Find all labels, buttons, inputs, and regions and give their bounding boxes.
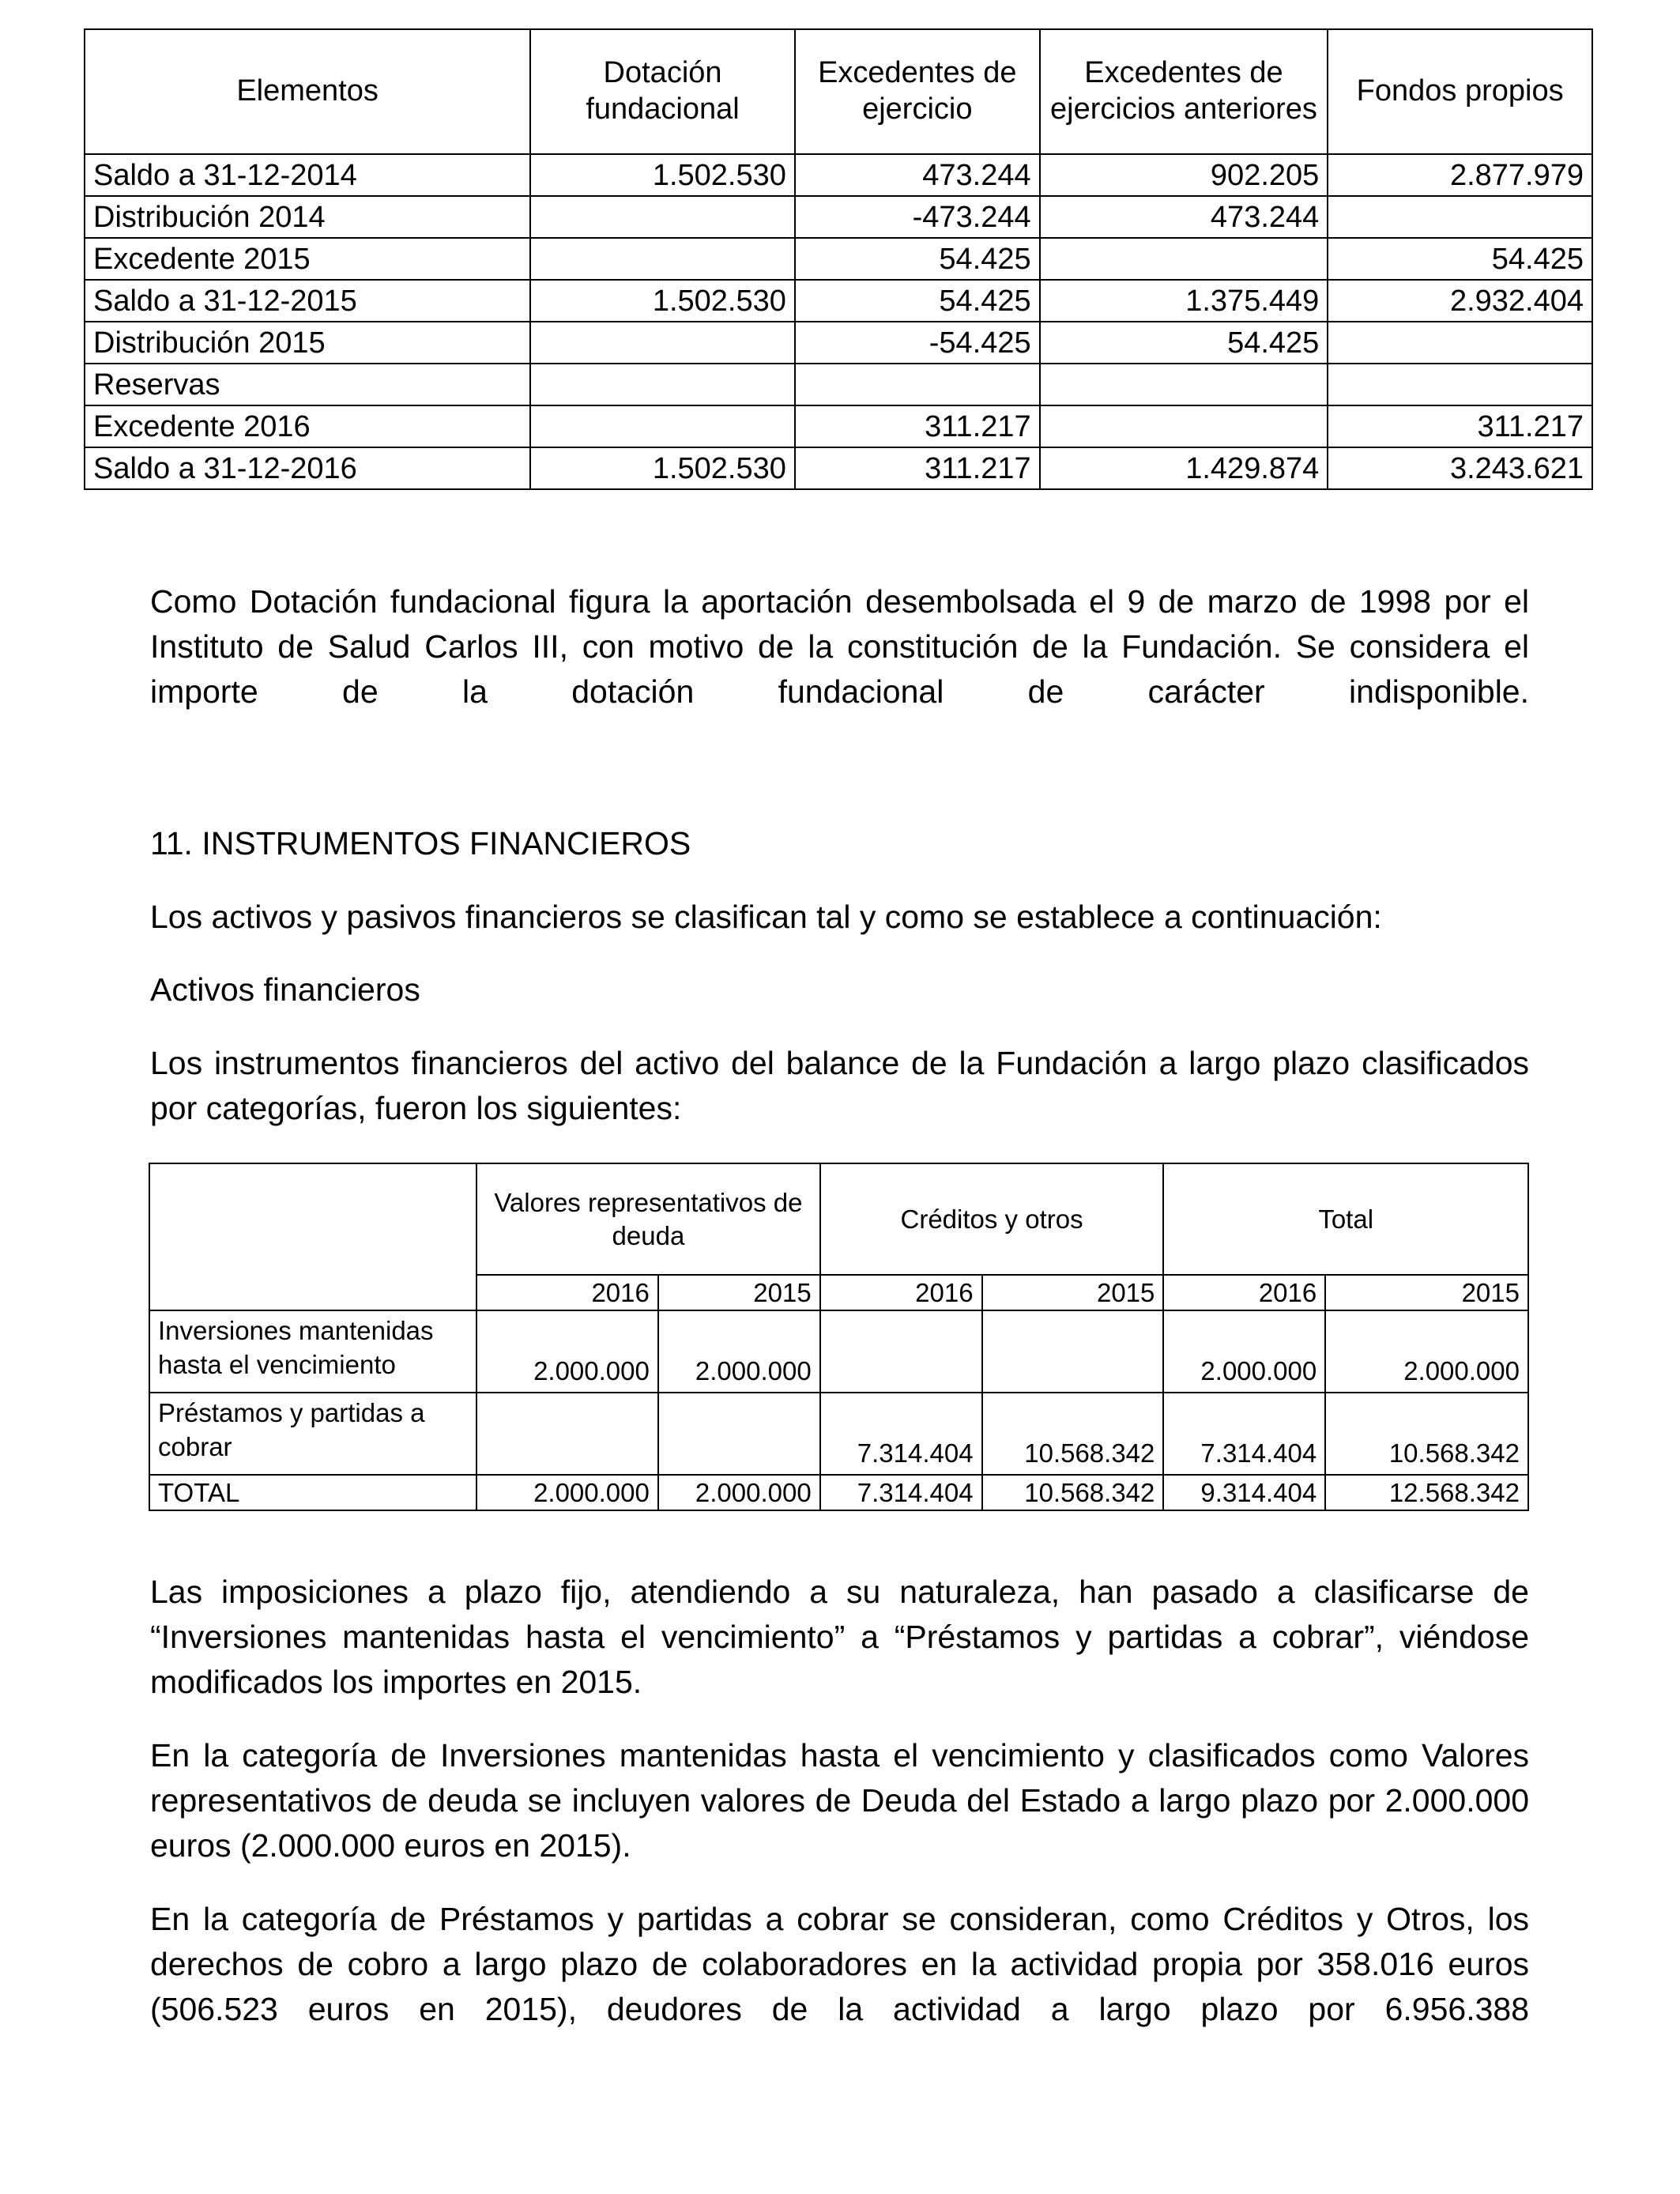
table-cell: 2.000.000 bbox=[658, 1475, 820, 1510]
table-cell: 54.425 bbox=[795, 238, 1040, 280]
table-cell: 2.932.404 bbox=[1328, 280, 1592, 322]
column-header: Elementos bbox=[85, 29, 530, 154]
column-group-header: Créditos y otros bbox=[820, 1163, 1164, 1275]
table-cell bbox=[1328, 196, 1592, 238]
table-row bbox=[85, 280, 1592, 322]
subheading-activos: Activos financieros bbox=[150, 971, 420, 1008]
row-label: Préstamos y partidas a cobrar bbox=[149, 1393, 477, 1475]
paragraph-dotacion: Como Dotación fundacional figura la aportación desembolsada el 9 de marzo de 1998 por el Instituto de Salud Carlos III, con motivo de la constitución de la Fundación. Se considera el importe de la dotación fundacional de carácter indisponible. bbox=[150, 583, 1529, 710]
column-header: Excedentes de ejercicios anteriores bbox=[1040, 29, 1328, 154]
table-cell: 3.243.621 bbox=[1328, 447, 1592, 489]
column-header: Excedentes de ejercicio bbox=[795, 29, 1040, 154]
table-row bbox=[85, 322, 1592, 364]
table-cell bbox=[477, 1393, 658, 1475]
table-cell: 1.502.530 bbox=[530, 447, 795, 489]
table-cell bbox=[530, 405, 795, 447]
table-cell: 1.502.530 bbox=[530, 154, 795, 196]
year-header: 2015 bbox=[982, 1275, 1164, 1310]
table-cell bbox=[1040, 238, 1328, 280]
table-cell bbox=[982, 1310, 1164, 1393]
table-cell: 7.314.404 bbox=[820, 1393, 982, 1475]
column-header: Fondos propios bbox=[1328, 29, 1592, 154]
paragraph-clasifican: Los activos y pasivos financieros se clasifican tal y como se establece a continuación: bbox=[150, 899, 1382, 935]
column-header: Dotación fundacional bbox=[530, 29, 795, 154]
table-cell: 311.217 bbox=[1328, 405, 1592, 447]
table-cell bbox=[658, 1393, 820, 1475]
table-row bbox=[85, 447, 1592, 489]
table-cell: 2.877.979 bbox=[1328, 154, 1592, 196]
paragraph-instrumentos: Los instrumentos financieros del activo del balance de la Fundación a largo plazo clasificados por categorías, fueron los siguientes: bbox=[150, 1045, 1529, 1126]
table-cell: 12.568.342 bbox=[1325, 1475, 1528, 1510]
paragraph-categoria-prestamos: En la categoría de Préstamos y partidas a cobrar se consideran, como Créditos y Otros, los derechos de cobro a largo plazo de colaboradores en la actividad propia por 358.016 euros (506.523 euros en 2015), deudores de la actividad a largo plazo por 6.956.388 bbox=[150, 1901, 1529, 2027]
column-group-header: Total bbox=[1163, 1163, 1528, 1275]
table-cell: 54.425 bbox=[1040, 322, 1328, 364]
table-row bbox=[149, 1393, 1528, 1475]
table-cell: 1.429.874 bbox=[1040, 447, 1328, 489]
row-label: Reservas bbox=[85, 364, 530, 405]
table-cell: 9.314.404 bbox=[1163, 1475, 1325, 1510]
row-label: Distribución 2015 bbox=[85, 322, 530, 364]
table-cell: 1.375.449 bbox=[1040, 280, 1328, 322]
paragraph-imposiciones: Las imposiciones a plazo fijo, atendiendo a su naturaleza, han pasado a clasificarse de “Inversiones mantenidas hasta el vencimiento” a “Préstamos y partidas a cobrar”, viéndose modificados los importes en 2015. bbox=[150, 1574, 1529, 1700]
table-cell: 54.425 bbox=[1328, 238, 1592, 280]
table-header-row bbox=[85, 29, 1592, 154]
table-cell: -54.425 bbox=[795, 322, 1040, 364]
row-label: Saldo a 31-12-2015 bbox=[85, 280, 530, 322]
table-cell: 2.000.000 bbox=[1163, 1310, 1325, 1393]
table-row bbox=[85, 196, 1592, 238]
table-cell: 473.244 bbox=[1040, 196, 1328, 238]
row-label: Saldo a 31-12-2016 bbox=[85, 447, 530, 489]
table-cell: 473.244 bbox=[795, 154, 1040, 196]
table-cell: 2.000.000 bbox=[658, 1310, 820, 1393]
table-cell: -473.244 bbox=[795, 196, 1040, 238]
table-cell bbox=[530, 196, 795, 238]
table-cell bbox=[1328, 364, 1592, 405]
table-row bbox=[85, 405, 1592, 447]
year-header: 2016 bbox=[820, 1275, 982, 1310]
year-header: 2015 bbox=[1325, 1275, 1528, 1310]
table-row bbox=[149, 1310, 1528, 1393]
table-cell bbox=[1328, 322, 1592, 364]
table-row bbox=[85, 238, 1592, 280]
table-cell: 2.000.000 bbox=[477, 1310, 658, 1393]
table-cell bbox=[795, 364, 1040, 405]
table-cell: 2.000.000 bbox=[1325, 1310, 1528, 1393]
table-cell: 10.568.342 bbox=[982, 1475, 1164, 1510]
paragraph-categoria-inversiones: En la categoría de Inversiones mantenidas hasta el vencimiento y clasificados como Valores representativos de deuda se incluyen valores de Deuda del Estado a largo plazo por 2.000.000 euros (2.000.000 euros en 2015). bbox=[150, 1737, 1529, 1864]
financial-assets-table bbox=[149, 1163, 1529, 1511]
table-cell: 7.314.404 bbox=[1163, 1393, 1325, 1475]
table-cell bbox=[530, 322, 795, 364]
column-group-header: Valores representativos de deuda bbox=[477, 1163, 820, 1275]
table-cell: 311.217 bbox=[795, 447, 1040, 489]
table-cell: 54.425 bbox=[795, 280, 1040, 322]
table-cell bbox=[1040, 364, 1328, 405]
table-cell: 2.000.000 bbox=[477, 1475, 658, 1510]
row-label: Saldo a 31-12-2014 bbox=[85, 154, 530, 196]
row-label: Distribución 2014 bbox=[85, 196, 530, 238]
year-header: 2016 bbox=[477, 1275, 658, 1310]
table-row-total bbox=[149, 1475, 1528, 1510]
table-row bbox=[85, 364, 1592, 405]
table-cell bbox=[820, 1310, 982, 1393]
row-label: Excedente 2015 bbox=[85, 238, 530, 280]
section-title: 11. INSTRUMENTOS FINANCIEROS bbox=[150, 825, 691, 861]
row-label: Excedente 2016 bbox=[85, 405, 530, 447]
equity-movements-table bbox=[84, 28, 1593, 490]
table-row bbox=[85, 154, 1592, 196]
row-label: Inversiones mantenidas hasta el vencimiento bbox=[149, 1310, 477, 1393]
table-cell bbox=[1040, 405, 1328, 447]
table-cell: 1.502.530 bbox=[530, 280, 795, 322]
table-cell: 7.314.404 bbox=[820, 1475, 982, 1510]
table-header-row bbox=[149, 1163, 1528, 1275]
year-header: 2015 bbox=[658, 1275, 820, 1310]
empty-header-cell bbox=[149, 1163, 477, 1310]
table-cell: 902.205 bbox=[1040, 154, 1328, 196]
table-cell bbox=[530, 238, 795, 280]
year-header: 2016 bbox=[1163, 1275, 1325, 1310]
table-cell bbox=[530, 364, 795, 405]
table-cell: 10.568.342 bbox=[1325, 1393, 1528, 1475]
table-cell: 10.568.342 bbox=[982, 1393, 1164, 1475]
table-cell: 311.217 bbox=[795, 405, 1040, 447]
row-label: TOTAL bbox=[149, 1475, 477, 1510]
